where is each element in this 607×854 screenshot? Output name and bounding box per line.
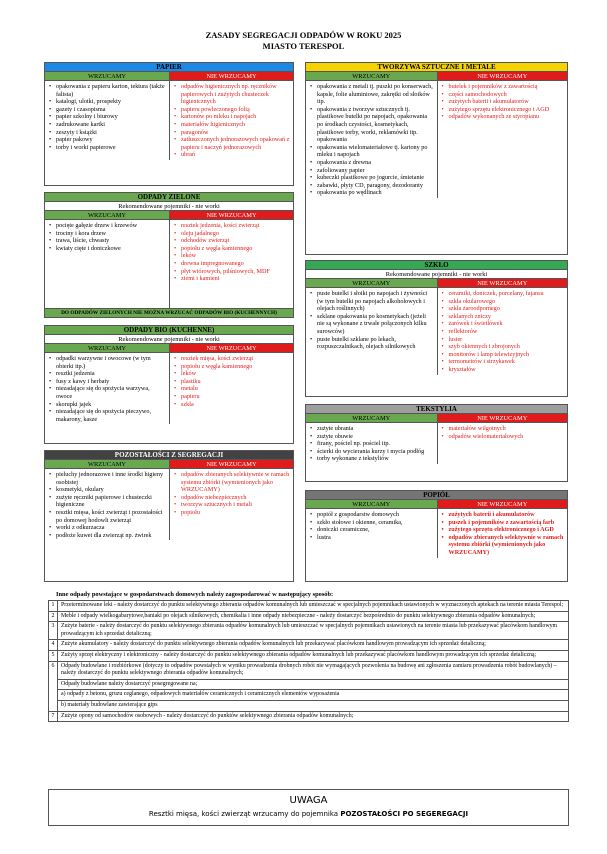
list-item: • kryształów xyxy=(442,366,565,374)
list-item: • torby wykonane z tekstyliów xyxy=(310,455,434,463)
list-item: • szyb okiennych i zbrojonych xyxy=(442,343,565,351)
list-item: • niezadające się do spożycia pieczywo, makarony, kasze xyxy=(49,408,166,423)
popiol-nie-list xyxy=(438,509,568,558)
list-item: • tworzyw sztucznych i metali xyxy=(174,501,290,509)
list-item: • odchodów zwierząt xyxy=(174,237,290,245)
popiol-wrzucamy-list xyxy=(306,509,437,542)
list-item: • odpadów niebezpiecznych xyxy=(174,494,290,502)
bio-wrzucamy xyxy=(45,344,169,424)
szklo-nie-wrzucamy xyxy=(437,279,568,375)
zielone-wrzucamy-list xyxy=(45,220,169,253)
list-item: • worki z odkurzacza xyxy=(49,524,166,532)
list-item: • pocięte gałęzie drzew i krzewów xyxy=(49,222,166,230)
list-item: • ceramiki, doniczek, porcelany, fajansu xyxy=(442,290,565,298)
nie-wrzucamy-label: NIE WRZUCAMY xyxy=(170,460,293,469)
tworzywa-wrzucamy-list xyxy=(306,81,437,198)
list-item: • skorupki jajek xyxy=(49,401,166,409)
list-item: • kubeczki plastikowe po jogurcie, śmietanie xyxy=(310,174,434,182)
list-item: • szkła żaroodpornego xyxy=(442,305,565,313)
list-item: • szkła xyxy=(174,401,290,409)
list-item: • podłoże kuwet dla zwierząt np. żwirek xyxy=(49,532,166,540)
list-item: • zużytych baterii i akumulatorów xyxy=(442,511,565,519)
note-number: 2 xyxy=(49,611,58,622)
note-text: Zużyty sprzęt elektryczny i elektroniczny - należy dostarczyć do punktu selektywnego zbierania odpadów komunalnych lub przekazywać placówkom handlowym prowadzącym ich sprzedaż detaliczną; xyxy=(58,650,569,661)
pozostalosci-header: POZOSTAŁOŚCI Z SEGREGACJI xyxy=(45,451,293,460)
wrzucamy-label: WRZUCAMY xyxy=(306,279,437,288)
list-item: • popiołu z węgla kamiennego xyxy=(174,363,290,371)
uwaga-text-regular: Resztki mięsa, kości zwierząt wrzucamy do pojemnika xyxy=(148,810,341,818)
popiol-wrzucamy xyxy=(306,500,437,558)
list-item: • materiałów wilgotnych xyxy=(442,425,565,433)
tekstylia-wrzucamy-list xyxy=(306,423,437,464)
list-item: • kwiaty cięte i doniczkowe xyxy=(49,245,166,253)
notes-row xyxy=(49,601,569,612)
notes-row xyxy=(49,700,569,711)
note-text: Zużyte baterie - należy dostarczyć do punktu selektywnego zbierania odpadów komunalnych lub umieszczać w specjalnych pojemnikach ustawionych na terenie miasta lub przekazywać placówkom handlowym prowadzącym ich sprzedaż detaliczną; xyxy=(58,622,569,640)
nie-wrzucamy-label: NIE WRZUCAMY xyxy=(170,72,293,81)
list-item: • opakowania wielomateriałowe tj. kartony po mleku i napojach xyxy=(310,144,434,159)
notes-row xyxy=(49,661,569,679)
tworzywa-nie-list xyxy=(438,81,568,122)
list-item: • opakowania z tworzyw sztucznych tj. plastikowe butelki po napojach, opakowania po środkach czystości, kosmetykach, plastikowe torby, worki, reklamówki itp. opakowania xyxy=(310,106,434,144)
list-item: • paragonów xyxy=(174,129,290,137)
tekstylia-wrzucamy xyxy=(306,414,437,464)
zielone-nie-wrzucamy xyxy=(169,211,293,308)
list-item: • zeszyty i książki xyxy=(49,129,166,137)
uwaga-text xyxy=(49,810,568,818)
papier-nie-wrzucamy xyxy=(169,72,293,160)
list-item: • drewna impregnowanego xyxy=(174,260,290,268)
note-text: Zużyte opony od samochodów osobowych - należy dostarczyć do punktów selektywnego zbierania odpadów komunalnych; xyxy=(58,711,569,722)
list-item: • zużyte obuwie xyxy=(310,433,434,441)
list-item: • leków xyxy=(174,370,290,378)
tworzywa-wrzucamy xyxy=(306,72,437,198)
wrzucamy-label: WRZUCAMY xyxy=(45,211,169,220)
list-item: • oleju jadalnego xyxy=(174,230,290,238)
notes-row xyxy=(49,650,569,661)
list-item: • resztek mięsa, kości zwierząt xyxy=(174,355,290,363)
pozostalosci-wrzucamy xyxy=(45,460,169,540)
other-waste-notes xyxy=(48,591,569,722)
note-number: 1 xyxy=(49,601,58,612)
list-item: • zużyte ręczniki papierowe i chusteczki higieniczne xyxy=(49,494,166,509)
page-title: ZASADY SEGREGACJI ODPADÓW W ROKU 2025 xyxy=(205,30,402,40)
wrzucamy-label: WRZUCAMY xyxy=(306,72,437,81)
list-item: • termometrów i strzykawek xyxy=(442,358,565,366)
note-text: Przeterminowane leki - należy dostarczyć do punktu selektywnego zbierania odpadów komunalnych lub umieszczać w specjalnych pojemnikach ustawionych w wyznaczonych aptekach na terenie miasta Terespol; xyxy=(58,601,569,612)
list-item: • opakowania po wędlinach xyxy=(310,189,434,197)
zielone-wrzucamy xyxy=(45,211,169,308)
list-item: • części samochodowych xyxy=(442,91,565,99)
notes-table xyxy=(48,600,569,722)
list-item: • gazety i czasopisma xyxy=(49,106,166,114)
bio-recommendation: Rekomendowane pojemniki - nie worki xyxy=(45,335,293,344)
notes-row xyxy=(49,611,569,622)
szklo-header: SZKŁO xyxy=(306,261,567,270)
tworzywa-nie-wrzucamy xyxy=(437,72,568,198)
list-item: • szklanych zniczy xyxy=(442,313,565,321)
list-item: • torby i worki papierowe xyxy=(49,144,166,152)
nie-wrzucamy-label: NIE WRZUCAMY xyxy=(438,414,568,423)
list-item: • szkło stołowe i okienne, ceramika, xyxy=(310,519,434,527)
tworzywa-section xyxy=(305,62,568,255)
note-number: 4 xyxy=(49,640,58,651)
list-item: • butelek i pojemników z zawartością xyxy=(442,83,565,91)
note-text: Meble i odpady wielkogabarytowe,baniaki po olejach silnikowych, chemikalia i inne odpady niebezpieczne - należy dostarczyć bezpośrednio do punktu selektywnego zbierania odpadów komunalnych; xyxy=(58,611,569,622)
pozostalosci-nie-wrzucamy xyxy=(169,460,293,540)
notes-row xyxy=(49,690,569,701)
pozostalosci-wrzucamy-list xyxy=(45,469,169,540)
uwaga-title: UWAGA xyxy=(289,795,328,806)
szklo-wrzucamy xyxy=(306,279,437,375)
nie-wrzucamy-label: NIE WRZUCAMY xyxy=(170,211,293,220)
wrzucamy-label: WRZUCAMY xyxy=(45,344,169,353)
tekstylia-header: TEKSTYLIA xyxy=(306,405,567,414)
papier-header: PAPIER xyxy=(45,63,293,72)
pozostalosci-nie-list xyxy=(170,469,293,518)
szklo-recommendation: Rekomendowane pojemniki - nie worki xyxy=(306,270,567,279)
popiol-nie-wrzucamy xyxy=(437,500,568,558)
page-subtitle: MIASTO TERESPOL xyxy=(262,41,345,51)
zielone-recommendation: Rekomendowane pojemniki - nie worki xyxy=(45,202,293,211)
szklo-section xyxy=(305,260,568,397)
list-item: • szklane opakowania po kosmetykach (jeżeli nie są wykonane z trwale połączonych kilku surowców) xyxy=(310,313,434,336)
list-item: • plastiku xyxy=(174,378,290,386)
notes-intro: Inne odpady powstające w gospodarstwach domowych należy zagospodarować w następujący sposób: xyxy=(56,591,334,598)
list-item: • luster xyxy=(442,336,565,344)
tekstylia-section xyxy=(305,404,568,482)
list-item: • zabawki, płyty CD, paragony, dezodoranty xyxy=(310,182,434,190)
list-item: • materiałów higienicznych xyxy=(174,121,290,129)
list-item: • odpadów wykonanych ze styropianu xyxy=(442,113,565,121)
uwaga-box xyxy=(48,789,569,826)
bio-section xyxy=(44,325,294,444)
notes-row xyxy=(49,640,569,651)
list-item: • puszek i pojemników z zawartością farb xyxy=(442,519,565,527)
nie-wrzucamy-label: NIE WRZUCAMY xyxy=(170,344,293,353)
list-item: • odpadów zbieranych selektywnie w ramach systemu zbiórki (wymienionych jako WRZUCAMY) xyxy=(174,471,290,494)
note-text: Zużyte akumulatory - należy dostarczyć do punktu selektywnego zbierania odpadów komunalnych lub przekazywać placówkom handlowym prowadzącym ich sprzedaż detaliczną; xyxy=(58,640,569,651)
popiol-header: POPIÓŁ xyxy=(306,491,567,500)
wrzucamy-label: WRZUCAMY xyxy=(306,500,437,509)
bio-nie-wrzucamy xyxy=(169,344,293,424)
papier-nie-list xyxy=(170,81,293,160)
nie-wrzucamy-label: NIE WRZUCAMY xyxy=(438,500,568,509)
tworzywa-header: TWORZYWA SZTUCZNE I METALE xyxy=(306,63,567,72)
list-item: • opakowania z metali tj. puszki po konserwach, kapsle, folie aluminiowe, zakrętki od słoików itp. xyxy=(310,83,434,106)
wrzucamy-label: WRZUCAMY xyxy=(306,414,437,423)
uwaga-text-bold: POZOSTAŁOŚCI PO SEGEREGACJI xyxy=(340,810,469,818)
wrzucamy-label: WRZUCAMY xyxy=(45,72,169,81)
nie-wrzucamy-label: NIE WRZUCAMY xyxy=(438,279,568,288)
list-item: • trawa, liście, chwasty xyxy=(49,237,166,245)
list-item: • odpadów zbieranych selektywnie w ramach systemu zbiórki (wymienionych jako WRZUCAMY) xyxy=(442,534,565,557)
list-item: • katalogi, ulotki, prospekty xyxy=(49,98,166,106)
papier-section xyxy=(44,62,294,186)
note-text: a) odpady z betonu, gruzu ceglanego, odpadowych materiałów ceramicznych i ceramicznych elementów wyposażenia xyxy=(58,690,569,701)
list-item: • zużytych baterii i akumulatorów xyxy=(442,98,565,106)
list-item: • resztki mięsa, kości zwierząt i pozostałości po domowej hodowli zwierząt xyxy=(49,509,166,524)
papier-wrzucamy-list xyxy=(45,81,169,152)
list-item: • monitorów i lamp telewizyjnych xyxy=(442,351,565,359)
list-item: • papier pakowy xyxy=(49,136,166,144)
list-item: • zadrukowane kartki xyxy=(49,121,166,129)
list-item: • firany, pościel np. pościel itp. xyxy=(310,440,434,448)
szklo-nie-list xyxy=(438,288,568,375)
list-item: • pieluchy jednorazowe i inne środki higieny osobistej xyxy=(49,471,166,486)
list-item: • odpadów higienicznych np. ręczników papierowych i zużytych chusteczek higienicznych xyxy=(174,83,290,106)
notes-row xyxy=(49,711,569,722)
list-item: • resztki jedzenia xyxy=(49,370,166,378)
zielone-nie-list xyxy=(170,220,293,284)
list-item: • papieru powleczonego folią xyxy=(174,106,290,114)
tekstylia-nie-list xyxy=(438,423,568,441)
list-item: • lustra xyxy=(310,534,434,542)
list-item: • żarówek i świetlówek xyxy=(442,320,565,328)
pozostalosci-section xyxy=(44,450,294,582)
list-item: • popiołu z węgla kamiennego xyxy=(174,245,290,253)
list-item: • zafoliowany papier xyxy=(310,167,434,175)
list-item: • papieru xyxy=(174,393,290,401)
list-item: • trociny i kora drzew xyxy=(49,230,166,238)
list-item: • reflektorów xyxy=(442,328,565,336)
list-item: • kosmetyki, okulary xyxy=(49,486,166,494)
list-item: • ubrań xyxy=(174,151,290,159)
list-item: • popiół z gospodarstw domowych xyxy=(310,511,434,519)
wrzucamy-label: WRZUCAMY xyxy=(45,460,169,469)
list-item: • metalu xyxy=(174,385,290,393)
list-item: • szkła okularowego xyxy=(442,298,565,306)
note-number: 3 xyxy=(49,622,58,640)
list-item: • odpadki warzywne i owocowe (w tym obierki itp.) xyxy=(49,355,166,370)
list-item: • odpadów wielomateriałowych xyxy=(442,433,565,441)
list-item: • puste butelki i słoiki po napojach i żywności (w tym butelki po napojach alkoholowych i olejach roślinnych) xyxy=(310,290,434,313)
list-item: • doniczki ceramiczne, xyxy=(310,526,434,534)
papier-wrzucamy xyxy=(45,72,169,160)
bio-header: ODPADY BIO (KUCHENNE) xyxy=(45,326,293,335)
popiol-section xyxy=(305,490,568,582)
note-number: 7 xyxy=(49,711,58,722)
zielone-header: ODPADY ZIELONE xyxy=(45,193,293,202)
list-item: • niezadające się do spożycia warzywa, owoce xyxy=(49,385,166,400)
bio-nie-list xyxy=(170,353,293,409)
notes-row xyxy=(49,679,569,690)
note-number: 5 xyxy=(49,650,58,661)
note-number: 6 xyxy=(49,661,58,711)
zielone-section xyxy=(44,192,294,318)
list-item: • kartonów po mleku i napojach xyxy=(174,113,290,121)
list-item: • opakowania z drewna xyxy=(310,159,434,167)
list-item: • resztek jedzenia, kości zwierząt xyxy=(174,222,290,230)
list-item: • leków xyxy=(174,252,290,260)
list-item: • ścierki do wycierania kurzy i mycia podłóg xyxy=(310,448,434,456)
notes-row xyxy=(49,622,569,640)
list-item: • papier szkolny i biurowy xyxy=(49,113,166,121)
list-item: • płyt wiórowych, pilśniowych, MDF xyxy=(174,268,290,276)
zielone-footer: DO ODPADÓW ZIELONYCH NIE MOŻNA WRZUCAĆ ODPADÓW BIO (KUCHENNYCH) xyxy=(45,308,293,317)
note-text: Odpady budowlane i rozbiórkowe (dotyczy to odpadów powstałych w wyniku prowadzenia drobnych robót nie wymagających pozwolenia na budowę ani zgłoszenia zamiaru prowadzenia robót budowlanych) – należy dostarczyć do punktu selektywnego zbierania odpadów komunalnych; xyxy=(58,661,569,679)
list-item: • zużytego sprzętu elektronicznego i AGD xyxy=(442,106,565,114)
list-item: • zużyte ubrania xyxy=(310,425,434,433)
list-item: • popiołu xyxy=(174,509,290,517)
list-item: • zatłuszczonych jednorazowych opakowań z papieru i naczyń jednorazowych xyxy=(174,136,290,151)
szklo-wrzucamy-list xyxy=(306,288,437,352)
bio-wrzucamy-list xyxy=(45,353,169,424)
list-item: • puste butelki szklane po lekach, rozpuszczalnikach, olejach silnikowych xyxy=(310,336,434,351)
tekstylia-nie-wrzucamy xyxy=(437,414,568,464)
note-text: b) materiały budowlane zawierające gips xyxy=(58,700,569,711)
nie-wrzucamy-label: NIE WRZUCAMY xyxy=(438,72,568,81)
note-text: Odpady budowlane należy dostarczyć posegregowane na; xyxy=(58,679,569,690)
list-item: • zużytego sprzętu elektronicznego i AGD xyxy=(442,526,565,534)
list-item: • fusy z kawy i herbaty xyxy=(49,378,166,386)
list-item: • ziemi i kamieni xyxy=(174,275,290,283)
list-item: • opakowania z papieru karton, tektura (także falista) xyxy=(49,83,166,98)
